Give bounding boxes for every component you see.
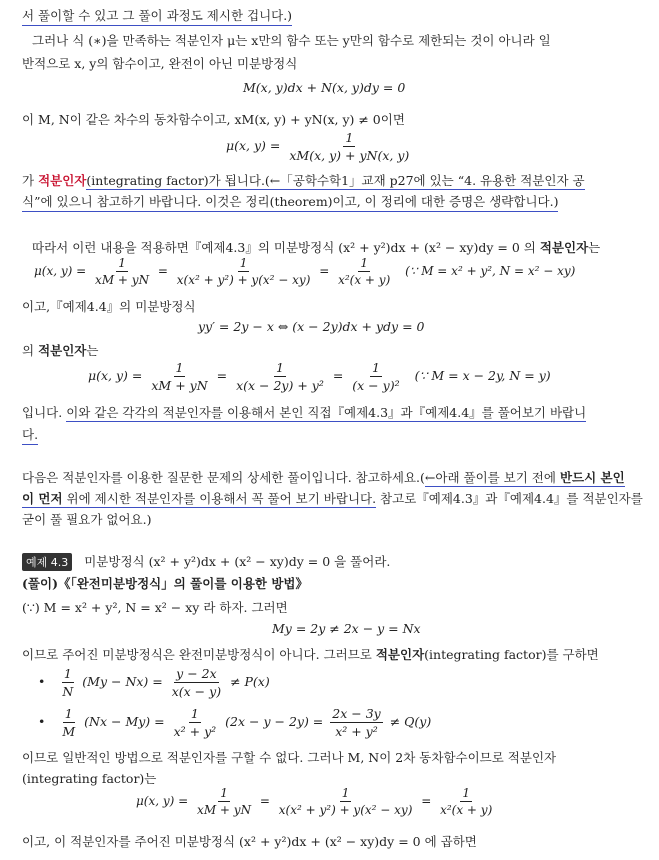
text-line: 이 M, N이 같은 차수의 동차함수이고, xM(x, y) + yN(x, y) ≠ 0이면	[22, 112, 405, 127]
text-line: 의 적분인자는	[22, 343, 99, 358]
text-line: 이므로 일반적인 방법으로 적분인자를 구할 수 없다. 그러나 M, N이 2차 동차함수이므로 적분인자	[22, 750, 557, 765]
text-line: (∵) M = x² + y², N = x² − xy 라 하자. 그러면	[22, 600, 288, 615]
equation: M(x, y)dx + N(x, y)dy = 0	[243, 80, 406, 95]
text-line: 이고,『예제4.4』의 미분방정식	[22, 299, 196, 314]
solution-heading: (풀이)《「완전미분방정식」의 풀이를 이용한 방법》	[22, 576, 308, 591]
text-line: 입니다. 이와 같은 각각의 적분인자를 이용해서 본인 직접『예제4.3』과『예제4.4』를 풀어보기 바랍니	[22, 405, 587, 420]
text-line: 다음은 적분인자를 이용한 질문한 문제의 상세한 풀이입니다. 참고하세요.(←아래 풀이를 보기 전에 반드시 본인	[22, 470, 625, 485]
equation-mu: μ(x, y) = $\frac{1}{xM(x, y) + yN(x, y)}$	[226, 130, 410, 163]
text-line: 식”에 있으니 참고하기 바랍니다. 이것은 정리(theorem)이고, 이 정리에 대한 증명은 생략합니다.)	[22, 192, 558, 212]
text-line: 가 적분인자(integrating factor)가 됩니다.(←「공학수학1」교재 p27에 있는 “4. 유용한 적분인자 공	[22, 173, 585, 188]
text-line: (integrating factor)는	[22, 771, 157, 786]
text-line: 그러나 식 (∗)을 만족하는 적분인자 μ는 x만의 함수 또는 y만의 함수로 제한되는 것이 아니라 일	[32, 33, 551, 48]
text-line: 서 풀이할 수 있고 그 풀이 과정도 제시한 겁니다.)	[22, 6, 292, 26]
example-header: 예제 4.3 미분방정식 (x² + y²)dx + (x² − xy)dy = 0 을 풀어라.	[22, 552, 390, 571]
text-line: 따라서 이런 내용을 적용하면『예제4.3』의 미분방정식 (x² + y²)dx + (x² − xy)dy = 0 의 적분인자는	[32, 240, 601, 255]
text-line: 굳이 풀 필요가 없어요.)	[22, 512, 152, 527]
equation: yy′ = 2y − x ⇔ (x − 2y)dx + ydy = 0	[198, 319, 425, 334]
bullet-equation: • $\frac{1}{N}$ (My − Nx) = $\frac{y - 2x}{x(x - y)}$ ≠ P(x)	[38, 666, 270, 699]
text-line: 이므로 주어진 미분방정식은 완전미분방정식이 아니다. 그러므로 적분인자(integrating factor)를 구하면	[22, 647, 599, 662]
text-line: 이고, 이 적분인자를 주어진 미분방정식 (x² + y²)dx + (x² − xy)dy = 0 에 곱하면	[22, 834, 477, 849]
example-badge: 예제 4.3	[22, 553, 72, 571]
equation-mu: μ(x, y) = $\frac{1}{xM + yN}$ = $\frac{1}{\text{x(x² + y²) + y(x² − xy)}}$ = $\frac{1}{\text{x²(x + y)}}$	[136, 786, 493, 817]
bullet-equation: • $\frac{1}{M}$ (Nx − My) = $\frac{1}{\text{x² + y²}}$ (2x − y − 2y) = $\frac{2x - 3y}{\text{x² + y²}}$ ≠ Q(y)	[38, 706, 432, 739]
equation-mu: μ(x, y) = $\frac{1}{xM + yN}$ = $\frac{1}{\text{x(x − 2y) + y²}}$ = $\frac{1}{\text{(x − y)²}}$ (∵ M = x − 2y, N = y)	[88, 360, 551, 393]
text-line: 다.	[22, 425, 38, 445]
equation-mu: μ(x, y) = $\frac{1}{xM + yN}$ = $\frac{1}{\text{x(x² + y²) + y(x² − xy)}}$ = $\frac{1}{\text{x²(x + y)}}$ (∵ M = x² + y², N = x² − xy)	[34, 256, 576, 287]
equation: My = 2y ≠ 2x − y = Nx	[272, 621, 421, 636]
text-line: 반적으로 x, y의 함수이고, 완전이 아닌 미분방정식	[22, 56, 298, 71]
text-line: 이 먼저 위에 제시한 적분인자를 이용해서 꼭 풀어 보기 바랍니다. 참고로『예제4.3』과『예제4.4』를 적분인자를	[22, 491, 643, 506]
